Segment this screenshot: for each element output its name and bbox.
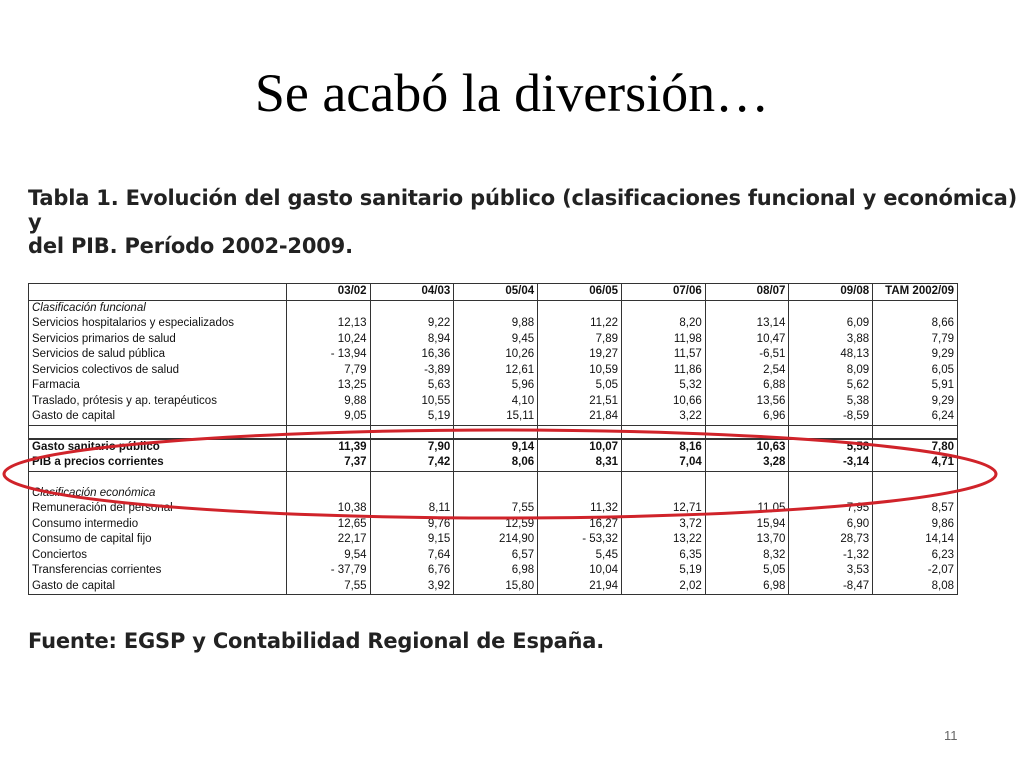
table-cell: 9,45 bbox=[454, 332, 538, 348]
table-cell: 21,94 bbox=[538, 579, 622, 595]
table-cell: 5,32 bbox=[622, 378, 706, 394]
table-cell: 12,65 bbox=[286, 517, 370, 533]
header-cell: 05/04 bbox=[454, 284, 538, 301]
table-row bbox=[29, 378, 958, 394]
table-cell: 5,62 bbox=[789, 378, 873, 394]
table-cell: 9,15 bbox=[370, 532, 454, 548]
spacer-row bbox=[29, 425, 958, 439]
slide-title: Se acabó la diversión… bbox=[254, 63, 770, 123]
table-row bbox=[29, 332, 958, 348]
table-cell: 2,02 bbox=[622, 579, 706, 595]
table-row bbox=[29, 316, 958, 332]
table-cell: - 37,79 bbox=[286, 563, 370, 579]
section-row-economic bbox=[29, 486, 958, 502]
table-cell: 11,98 bbox=[622, 332, 706, 348]
table-cell: 7,79 bbox=[873, 332, 958, 348]
table-cell: 8,57 bbox=[873, 501, 958, 517]
table-cell: 28,73 bbox=[789, 532, 873, 548]
table-cell: 12,13 bbox=[286, 316, 370, 332]
table-row bbox=[29, 517, 958, 533]
table-row bbox=[29, 409, 958, 425]
header-cell: TAM 2002/09 bbox=[873, 284, 958, 301]
table-cell: 10,59 bbox=[538, 363, 622, 379]
header-cell: 07/06 bbox=[622, 284, 706, 301]
table-cell: 7,95 bbox=[789, 501, 873, 517]
table-cell: 13,14 bbox=[705, 316, 789, 332]
table-cell: 14,14 bbox=[873, 532, 958, 548]
table-cell: 8,66 bbox=[873, 316, 958, 332]
table-cell: 8,16 bbox=[622, 439, 706, 456]
row-label: Servicios colectivos de salud bbox=[32, 363, 180, 376]
header-cell: 06/05 bbox=[538, 284, 622, 301]
row-label: Gasto sanitario público bbox=[29, 439, 287, 456]
row-label: Traslado, prótesis y ap. terapéuticos bbox=[32, 394, 217, 407]
spacer-row bbox=[29, 471, 958, 486]
row-label: Gasto de capital bbox=[32, 410, 116, 422]
table-caption-line2: del PIB. Período 2002-2009. bbox=[28, 234, 353, 258]
table-cell: 6,98 bbox=[705, 579, 789, 595]
table-row bbox=[29, 439, 958, 456]
table-row bbox=[29, 363, 958, 379]
table-cell: 16,36 bbox=[370, 347, 454, 363]
table-cell: 7,90 bbox=[370, 439, 454, 456]
table-cell: 12,61 bbox=[454, 363, 538, 379]
table-cell: 7,64 bbox=[370, 548, 454, 564]
table-cell: 11,05 bbox=[705, 501, 789, 517]
table-cell: 6,23 bbox=[873, 548, 958, 564]
header-blank bbox=[29, 284, 287, 301]
table-cell: 6,35 bbox=[622, 548, 706, 564]
table-cell: 13,56 bbox=[705, 394, 789, 410]
table-cell: -6,51 bbox=[705, 347, 789, 363]
table-cell: 15,94 bbox=[705, 517, 789, 533]
table-cell: 12,59 bbox=[454, 517, 538, 533]
table-caption-line1: Tabla 1. Evolución del gasto sanitario público (clasificaciones funcional y económica) y bbox=[28, 186, 1018, 234]
table-cell: 9,88 bbox=[286, 394, 370, 410]
table-row bbox=[29, 501, 958, 517]
section-label: Clasificación funcional bbox=[32, 301, 146, 314]
table-cell: 6,90 bbox=[789, 517, 873, 533]
table-cell: -8,47 bbox=[789, 579, 873, 595]
table-cell: 7,79 bbox=[286, 363, 370, 379]
table-cell: 8,08 bbox=[873, 579, 958, 595]
section-row-functional bbox=[29, 300, 958, 316]
table-cell: 5,05 bbox=[538, 378, 622, 394]
table-cell: 15,80 bbox=[454, 579, 538, 595]
header-cell: 09/08 bbox=[789, 284, 873, 301]
table-cell: 10,63 bbox=[705, 439, 789, 456]
table-cell: 10,26 bbox=[454, 347, 538, 363]
page-number: 11 bbox=[944, 728, 958, 743]
row-label: Consumo intermedio bbox=[32, 517, 139, 530]
table-cell: 7,37 bbox=[286, 455, 370, 471]
table-cell: 19,27 bbox=[538, 347, 622, 363]
table-cell: 3,28 bbox=[705, 455, 789, 471]
table-cell: 8,20 bbox=[622, 316, 706, 332]
table-cell: 11,22 bbox=[538, 316, 622, 332]
table-cell: 3,88 bbox=[789, 332, 873, 348]
table-cell: 22,17 bbox=[286, 532, 370, 548]
table-cell: 214,90 bbox=[454, 532, 538, 548]
table-cell: 16,27 bbox=[538, 517, 622, 533]
header-cell: 03/02 bbox=[286, 284, 370, 301]
table-cell: 5,05 bbox=[705, 563, 789, 579]
row-label: PIB a precios corrientes bbox=[32, 456, 164, 468]
table-cell: 8,31 bbox=[538, 455, 622, 471]
table-cell: 13,70 bbox=[705, 532, 789, 548]
source-note: Fuente: EGSP y Contabilidad Regional de España. bbox=[28, 629, 605, 653]
table-cell: 8,94 bbox=[370, 332, 454, 348]
table-cell: 9,29 bbox=[873, 394, 958, 410]
table-cell: 8,11 bbox=[370, 501, 454, 517]
row-label: Conciertos bbox=[32, 548, 87, 561]
section-label: Clasificación económica bbox=[32, 486, 156, 499]
row-label: Gasto de capital bbox=[32, 579, 116, 592]
table-cell: 7,04 bbox=[622, 455, 706, 471]
row-label: Farmacia bbox=[32, 379, 80, 391]
table-cell: 6,57 bbox=[454, 548, 538, 564]
table-cell: 5,19 bbox=[622, 563, 706, 579]
row-label: Servicios primarios de salud bbox=[32, 332, 176, 345]
table-cell: 5,96 bbox=[454, 378, 538, 394]
table-cell: 5,38 bbox=[789, 394, 873, 410]
table-cell: 3,53 bbox=[789, 563, 873, 579]
table-cell: 10,66 bbox=[622, 394, 706, 410]
table-cell: 11,32 bbox=[538, 501, 622, 517]
table-cell: 13,25 bbox=[286, 378, 370, 394]
table-cell: 6,05 bbox=[873, 363, 958, 379]
table-cell: 9,86 bbox=[873, 517, 958, 533]
row-label: Transferencias corrientes bbox=[32, 564, 162, 576]
row-label: Remuneración del personal bbox=[32, 502, 173, 514]
table-cell: 5,45 bbox=[538, 548, 622, 564]
table-cell: -3,14 bbox=[789, 455, 873, 471]
table-cell: 21,84 bbox=[538, 409, 622, 425]
table-cell: 7,42 bbox=[370, 455, 454, 471]
table-cell: - 53,32 bbox=[538, 532, 622, 548]
table-cell: 4,71 bbox=[873, 455, 958, 471]
table-cell: 9,54 bbox=[286, 548, 370, 564]
table-cell: 3,92 bbox=[370, 579, 454, 595]
table-cell: 10,55 bbox=[370, 394, 454, 410]
table-cell: 6,09 bbox=[789, 316, 873, 332]
table-cell: 6,76 bbox=[370, 563, 454, 579]
table-row bbox=[29, 347, 958, 363]
table-cell: 9,05 bbox=[286, 409, 370, 425]
table-cell: 8,06 bbox=[454, 455, 538, 471]
table-cell: 48,13 bbox=[789, 347, 873, 363]
table-cell: 9,76 bbox=[370, 517, 454, 533]
table-cell: 10,24 bbox=[286, 332, 370, 348]
table-cell: 10,04 bbox=[538, 563, 622, 579]
table-row bbox=[29, 455, 958, 471]
table-row bbox=[29, 532, 958, 548]
table-cell: 21,51 bbox=[538, 394, 622, 410]
table-row bbox=[29, 563, 958, 579]
table-cell: -3,89 bbox=[370, 363, 454, 379]
table-cell: 3,72 bbox=[622, 517, 706, 533]
table-cell: 7,55 bbox=[454, 501, 538, 517]
table-cell: 11,57 bbox=[622, 347, 706, 363]
data-table bbox=[28, 283, 958, 595]
table-cell: 9,29 bbox=[873, 347, 958, 363]
table-cell: 5,58 bbox=[789, 439, 873, 456]
table-cell: 10,38 bbox=[286, 501, 370, 517]
table-cell: 6,24 bbox=[873, 409, 958, 425]
row-label: Servicios de salud pública bbox=[32, 348, 165, 360]
table-header-row bbox=[29, 284, 958, 301]
table-cell: 2,54 bbox=[705, 363, 789, 379]
table-row bbox=[29, 579, 958, 595]
table-cell: 8,32 bbox=[705, 548, 789, 564]
table-cell: 3,22 bbox=[622, 409, 706, 425]
table-cell: 4,10 bbox=[454, 394, 538, 410]
header-cell: 04/03 bbox=[370, 284, 454, 301]
table-cell: 6,96 bbox=[705, 409, 789, 425]
table-cell: 6,98 bbox=[454, 563, 538, 579]
table-cell: 13,22 bbox=[622, 532, 706, 548]
table-cell: 12,71 bbox=[622, 501, 706, 517]
table-cell: -8,59 bbox=[789, 409, 873, 425]
table-row bbox=[29, 548, 958, 564]
table-cell: 10,47 bbox=[705, 332, 789, 348]
table-cell: 9,88 bbox=[454, 316, 538, 332]
table-row bbox=[29, 394, 958, 410]
table-cell: 11,86 bbox=[622, 363, 706, 379]
header-cell: 08/07 bbox=[705, 284, 789, 301]
table-cell: 5,19 bbox=[370, 409, 454, 425]
table-body bbox=[29, 300, 958, 595]
table-cell: 7,55 bbox=[286, 579, 370, 595]
row-label: Servicios hospitalarios y especializados bbox=[32, 317, 234, 329]
table-cell: 9,22 bbox=[370, 316, 454, 332]
table-cell: 6,88 bbox=[705, 378, 789, 394]
table-cell: 7,80 bbox=[873, 439, 958, 456]
table-cell: 7,89 bbox=[538, 332, 622, 348]
table-cell: 8,09 bbox=[789, 363, 873, 379]
table-cell: 5,91 bbox=[873, 378, 958, 394]
row-label: Consumo de capital fijo bbox=[32, 533, 152, 545]
table-cell: -2,07 bbox=[873, 563, 958, 579]
table-cell: -1,32 bbox=[789, 548, 873, 564]
table-cell: 5,63 bbox=[370, 378, 454, 394]
table-cell: - 13,94 bbox=[286, 347, 370, 363]
table-cell: 15,11 bbox=[454, 409, 538, 425]
table-cell: 9,14 bbox=[454, 439, 538, 456]
table-cell: 11,39 bbox=[286, 439, 370, 456]
table-cell: 10,07 bbox=[538, 439, 622, 456]
